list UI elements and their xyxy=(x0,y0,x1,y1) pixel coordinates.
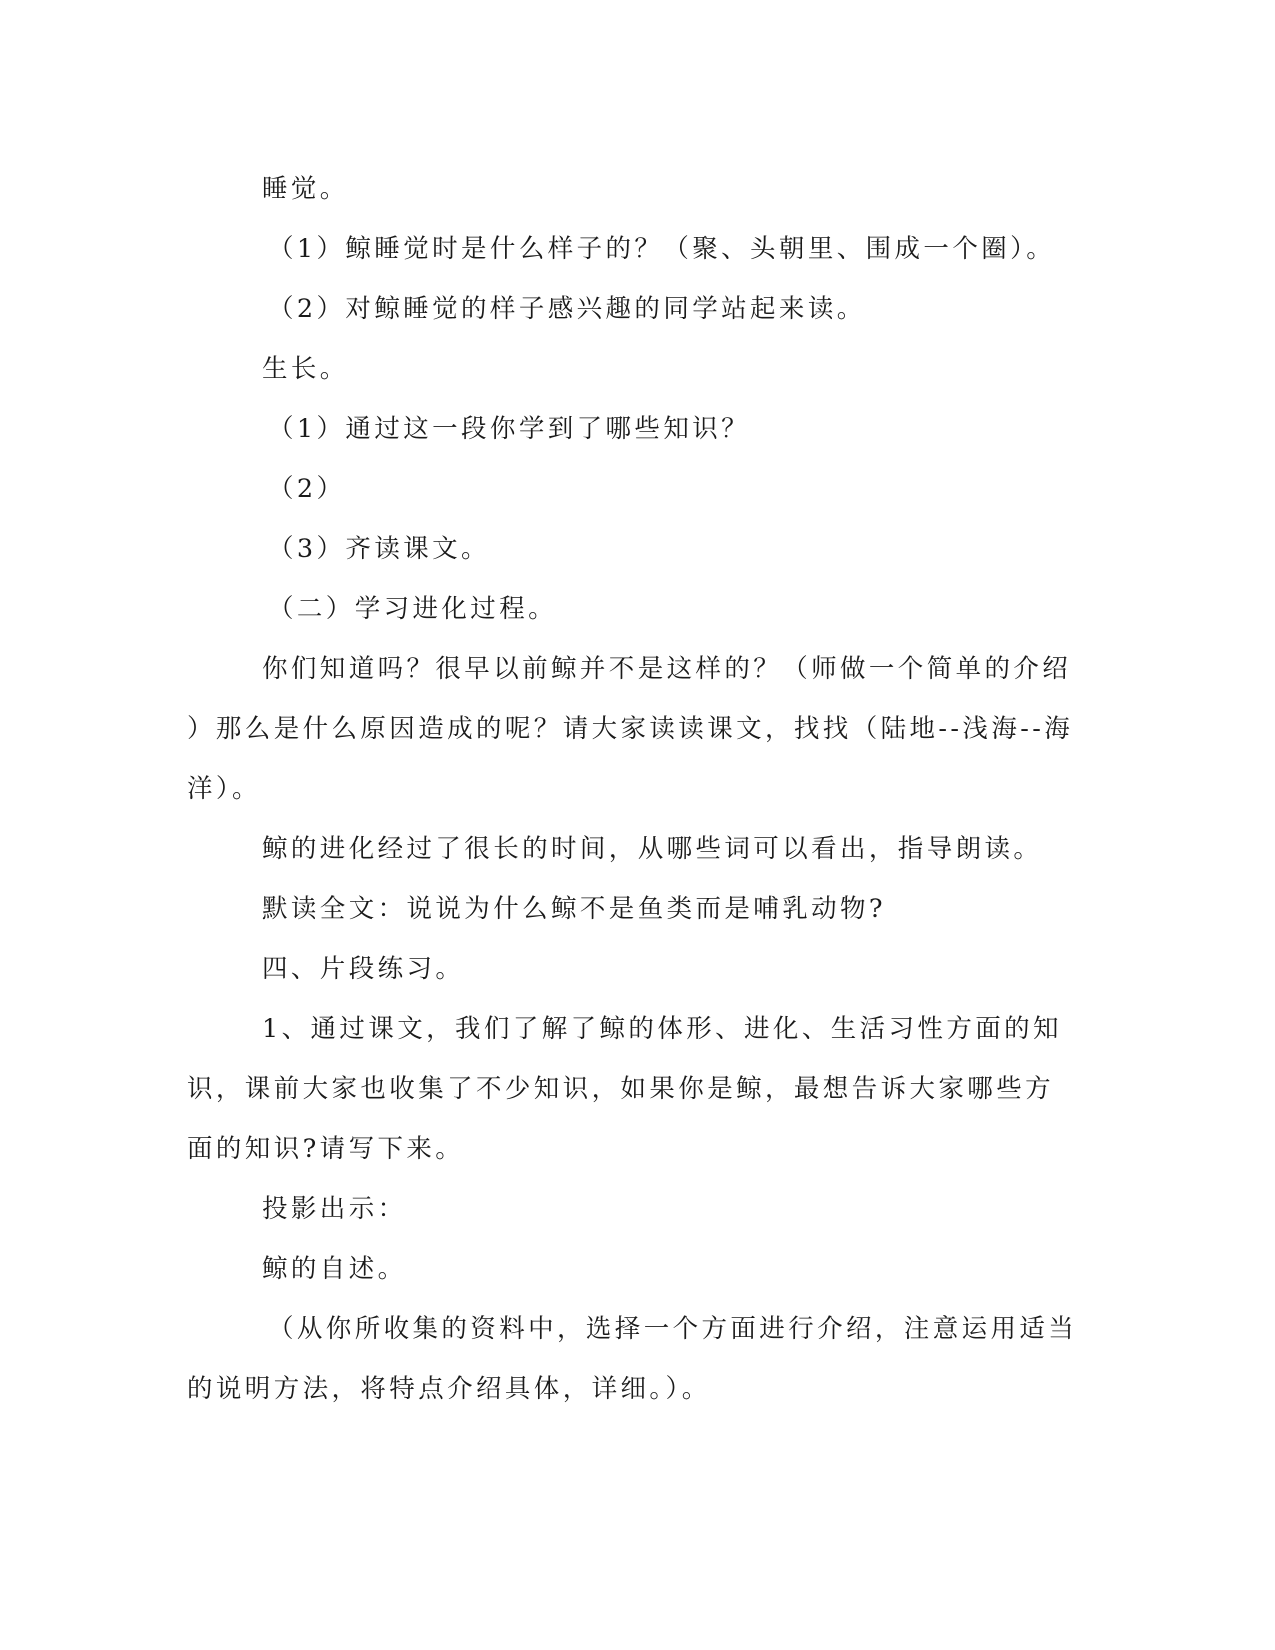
text-line-21: 的说明方法，将特点介绍具体，详细。）。 xyxy=(187,1374,711,1404)
text-line-3: （2）对鲸睡觉的样子感兴趣的同学站起来读。 xyxy=(268,294,866,324)
text-line-18: 投影出示： xyxy=(262,1194,407,1224)
text-line-15: 1、通过课文，我们了解了鲸的体形、进化、生活习性方面的知 xyxy=(262,1014,1062,1044)
text-line-8: （二）学习进化过程。 xyxy=(268,594,558,624)
text-line-1: 睡觉。 xyxy=(262,174,349,204)
text-line-17: 面的知识?请写下来。 xyxy=(187,1134,465,1164)
text-line-9: 你们知道吗？很早以前鲸并不是这样的？（师做一个简单的介绍 xyxy=(262,654,1072,684)
text-line-14: 四、片段练习。 xyxy=(262,954,465,984)
text-line-10: ）那么是什么原因造成的呢？请大家读读课文，找找（陆地--浅海--海 xyxy=(187,714,1074,744)
text-line-13: 默读全文：说说为什么鲸不是鱼类而是哺乳动物? xyxy=(262,894,886,924)
text-line-20: （从你所收集的资料中，选择一个方面进行介绍，注意运用适当 xyxy=(268,1314,1078,1344)
text-line-11: 洋）。 xyxy=(187,774,261,804)
text-line-12: 鲸的进化经过了很长的时间，从哪些词可以看出，指导朗读。 xyxy=(262,834,1043,864)
text-line-6: （2） xyxy=(268,474,346,504)
text-line-4: 生长。 xyxy=(262,354,349,384)
text-line-16: 识，课前大家也收集了不少知识，如果你是鲸，最想告诉大家哪些方 xyxy=(187,1074,1055,1104)
text-line-19: 鲸的自述。 xyxy=(262,1254,407,1284)
text-line-5: （1）通过这一段你学到了哪些知识？ xyxy=(268,414,751,444)
text-line-2: （1）鲸睡觉时是什么样子的？（聚、头朝里、围成一个圈）。 xyxy=(268,234,1056,264)
text-line-7: （3）齐读课文。 xyxy=(268,534,490,564)
